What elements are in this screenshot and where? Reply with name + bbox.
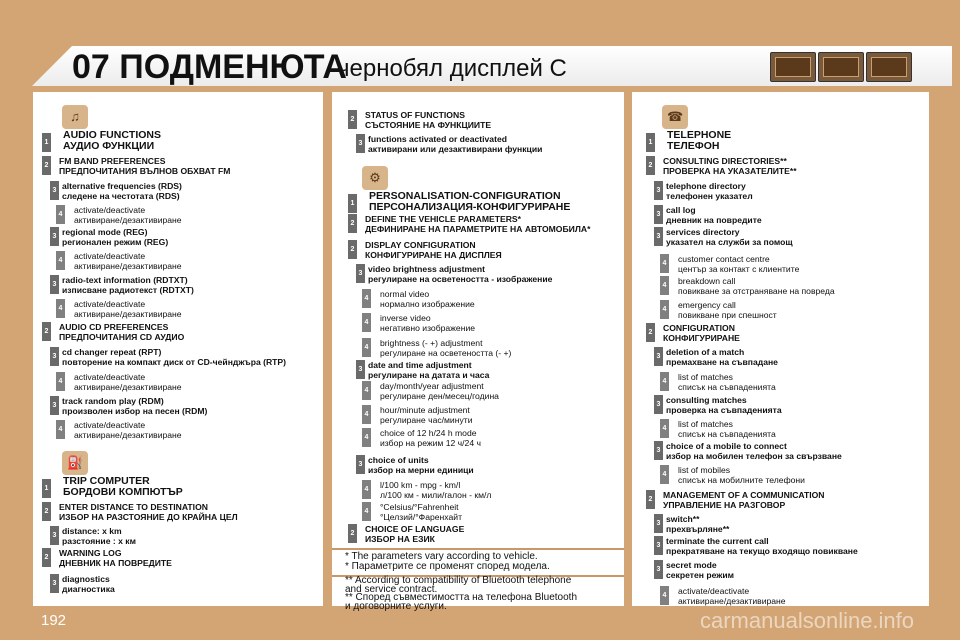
level-marker: 3 [654, 536, 663, 555]
menu-entry-text: activate/deactivate [74, 372, 146, 382]
menu-entry-text: ПЕРСОНАЛИЗАЦИЯ-КОНФИГУРИРАНЕ [369, 201, 571, 213]
level-marker: 3 [654, 347, 663, 366]
menu-entry-text: ДНЕВНИК НА ПОВРЕДИТЕ [59, 558, 172, 568]
menu-entry-text: activate/deactivate [74, 251, 146, 261]
menu-entry-text: следене на честотата (RDS) [62, 191, 180, 201]
menu-entry-text: diagnostics [62, 574, 110, 584]
menu-entry-text: list of matches [678, 419, 733, 429]
footnote-line: * Параметрите се променят според модела. [345, 561, 550, 572]
menu-entry-text: активиране/дезактивиране [74, 430, 182, 440]
menu-entry-text: регулиране час/минути [380, 415, 473, 425]
menu-entry-text: l/100 km - mpg - km/l [380, 480, 461, 490]
level-marker: 4 [362, 405, 371, 424]
menu-entry-text: DEFINE THE VEHICLE PARAMETERS* [365, 214, 521, 224]
menu-entry-text: списък на мобилните телефони [678, 475, 805, 485]
menu-entry-text: проверка на съвпаденията [666, 405, 782, 415]
menu-entry-text: distance: x km [62, 526, 122, 536]
level-marker: 4 [56, 205, 65, 224]
level-marker: 4 [362, 313, 371, 332]
menu-entry-text: day/month/year adjustment [380, 381, 484, 391]
menu-entry-text: call log [666, 205, 696, 215]
menu-entry-text: customer contact centre [678, 254, 770, 264]
menu-entry-text: повикване при спешност [678, 310, 777, 320]
footnote-line: и договорните услуги. [345, 601, 447, 612]
column-personalisation [332, 92, 624, 549]
level-marker: 4 [362, 502, 371, 521]
level-marker: 1 [348, 194, 357, 213]
fuel-pump-icon: ⛽ [62, 451, 88, 475]
menu-entry-text: активиране/дезактивиране [74, 309, 182, 319]
level-marker: 3 [654, 181, 663, 200]
level-marker: 1 [42, 133, 51, 152]
menu-entry-text: активиране/дезактивиране [74, 382, 182, 392]
menu-entry-text: регионален режим (REG) [62, 237, 169, 247]
footnote-line: ** According to compatibility of Bluetooth telephone [345, 575, 572, 586]
menu-entry-text: alternative frequencies (RDS) [62, 181, 182, 191]
menu-entry-text: CONFIGURATION [663, 323, 735, 333]
level-marker: 3 [356, 360, 365, 379]
menu-entry-text: ДЕФИНИРАНЕ НА ПАРАМЕТРИТЕ НА АВТОМОБИЛА* [365, 224, 591, 234]
menu-entry-text: активирани или дезактивирани функции [368, 144, 543, 154]
menu-entry-text: cd changer repeat (RPT) [62, 347, 162, 357]
menu-entry-text: normal video [380, 289, 430, 299]
level-marker: 4 [660, 372, 669, 391]
menu-entry-text: terminate the current call [666, 536, 769, 546]
level-marker: 3 [50, 227, 59, 246]
menu-entry-text: radio-text information (RDTXT) [62, 275, 188, 285]
menu-entry-text: БОРДОВИ КОМПЮТЪР [63, 486, 183, 498]
level-marker: 3 [356, 264, 365, 283]
menu-entry-text: ПРОВЕРКА НА УКАЗАТЕЛИТЕ** [663, 166, 797, 176]
menu-entry-text: MANAGEMENT OF A COMMUNICATION [663, 490, 825, 500]
menu-entry-text: services directory [666, 227, 740, 237]
menu-entry-text: AUDIO CD PREFERENCES [59, 322, 169, 332]
menu-entry-text: functions activated or deactivated [368, 134, 507, 144]
level-marker: 2 [646, 156, 655, 175]
level-marker: 4 [362, 338, 371, 357]
level-marker: 3 [654, 441, 663, 460]
audio-icon: ♫ [62, 105, 88, 129]
menu-entry-text: УПРАВЛЕНИЕ НА РАЗГОВОР [663, 500, 786, 510]
footnote-line: * The parameters vary according to vehicle. [345, 551, 538, 562]
level-marker: 4 [362, 381, 371, 400]
footnote-line: and service contract. [345, 584, 438, 595]
menu-entry-text: секретен режим [666, 570, 734, 580]
menu-entry-text: emergency call [678, 300, 736, 310]
level-marker: 3 [654, 227, 663, 246]
menu-entry-text: regional mode (REG) [62, 227, 148, 237]
level-marker: 4 [660, 300, 669, 319]
page-subtitle: чернобял дисплей С [337, 55, 567, 82]
menu-entry-text: list of matches [678, 372, 733, 382]
menu-entry-text: избор на мерни единици [368, 465, 474, 475]
menu-entry-text: FM BAND PREFERENCES [59, 156, 166, 166]
level-marker: 4 [660, 586, 669, 605]
menu-entry-text: activate/deactivate [74, 420, 146, 430]
menu-entry-text: inverse video [380, 313, 431, 323]
level-marker: 2 [42, 548, 51, 567]
level-marker: 3 [356, 455, 365, 474]
menu-entry-text: регулиране на осветеността (- +) [380, 348, 512, 358]
menu-entry-text: телефонен указател [666, 191, 753, 201]
menu-entry-text: АУДИО ФУНКЦИИ [63, 140, 155, 152]
menu-entry-text: разстояние : x км [62, 536, 136, 546]
level-marker: 3 [50, 181, 59, 200]
menu-entry-text: изписване радиотекст (RDTXT) [62, 285, 194, 295]
level-marker: 2 [42, 502, 51, 521]
menu-entry-text: регулиране ден/месец/година [380, 391, 499, 401]
menu-entry-text: прекратяване на текущо входящо повикване [666, 546, 858, 556]
menu-entry-text: произволен избор на песен (RDM) [62, 406, 208, 416]
menu-entry-text: hour/minute adjustment [380, 405, 470, 415]
menu-entry-text: повторение на компакт диск от CD-чейнджъра (RTP) [62, 357, 287, 367]
menu-entry-text: brightness (- +) adjustment [380, 338, 483, 348]
menu-entry-text: л/100 км - мили/галон - км/л [380, 490, 492, 500]
menu-entry-text: STATUS OF FUNCTIONS [365, 110, 465, 120]
level-marker: 4 [362, 428, 371, 447]
menu-entry-text: ПРЕДПОЧИТАНИЯ CD АУДИО [59, 332, 185, 342]
menu-entry-text: date and time adjustment [368, 360, 472, 370]
telephone-icon: ☎ [662, 105, 688, 129]
menu-entry-text: WARNING LOG [59, 548, 122, 558]
menu-entry-text: негативно изображение [380, 323, 476, 333]
menu-entry-text: telephone directory [666, 181, 746, 191]
level-marker: 3 [654, 560, 663, 579]
menu-entry-text: secret mode [666, 560, 717, 570]
level-marker: 3 [50, 396, 59, 415]
menu-entry-text: ТЕЛЕФОН [667, 140, 720, 152]
menu-entry-text: център за контакт с клиентите [678, 264, 800, 274]
menu-entry-text: указател на служби за помощ [666, 237, 793, 247]
menu-entry-text: activate/deactivate [74, 205, 146, 215]
menu-entry-text: нормално изображение [380, 299, 475, 309]
level-marker: 4 [660, 254, 669, 273]
menu-entry-text: ИЗБОР НА РАЗСТОЯНИЕ ДО КРАЙНА ЦЕЛ [59, 512, 238, 522]
menu-entry-text: choice of a mobile to connect [666, 441, 787, 451]
menu-entry-text: TELEPHONE [667, 129, 732, 141]
menu-entry-text: избор на режим 12 ч/24 ч [380, 438, 481, 448]
level-marker: 2 [646, 323, 655, 342]
settings-icon: ⚙ [362, 166, 388, 190]
menu-entry-text: CHOICE OF LANGUAGE [365, 524, 465, 534]
menu-entry-text: СЪСТОЯНИЕ НА ФУНКЦИИТЕ [365, 120, 492, 130]
menu-entry-text: deletion of a match [666, 347, 745, 357]
level-marker: 3 [50, 526, 59, 545]
display-icon [866, 52, 912, 82]
level-marker: 4 [362, 289, 371, 308]
menu-entry-text: КОНФИГУРИРАНЕ [663, 333, 740, 343]
level-marker: 3 [50, 574, 59, 593]
level-marker: 4 [660, 276, 669, 295]
menu-entry-text: ПРЕДПОЧИТАНИЯ ВЪЛНОВ ОБХВАТ FM [59, 166, 231, 176]
footnote-line: ** Според съвместимостта на телефона Bluetooth [345, 592, 578, 603]
menu-entry-text: ENTER DISTANCE TO DESTINATION [59, 502, 208, 512]
level-marker: 2 [348, 240, 357, 259]
level-marker: 2 [348, 214, 357, 233]
level-marker: 1 [42, 479, 51, 498]
level-marker: 3 [654, 514, 663, 533]
menu-entry-text: PERSONALISATION-CONFIGURATION [369, 190, 561, 202]
menu-entry-text: регулиране на датата и часа [368, 370, 490, 380]
menu-entry-text: активиране/дезактивиране [678, 596, 786, 606]
menu-entry-text: прехвърляне** [666, 524, 730, 534]
display-icon [770, 52, 816, 82]
level-marker: 3 [654, 205, 663, 224]
menu-entry-text: video brightness adjustment [368, 264, 485, 274]
menu-entry-text: премахване на съвпадане [666, 357, 778, 367]
menu-entry-text: AUDIO FUNCTIONS [63, 129, 161, 141]
menu-entry-text: CONSULTING DIRECTORIES** [663, 156, 787, 166]
menu-entry-text: избор на мобилен телефон за свързване [666, 451, 842, 461]
menu-entry-text: DISPLAY CONFIGURATION [365, 240, 476, 250]
menu-entry-text: track random play (RDM) [62, 396, 164, 406]
menu-entry-text: breakdown call [678, 276, 736, 286]
level-marker: 2 [348, 110, 357, 129]
level-marker: 2 [42, 156, 51, 175]
level-marker: 3 [50, 347, 59, 366]
level-marker: 2 [646, 490, 655, 509]
level-marker: 3 [654, 395, 663, 414]
level-marker: 4 [660, 465, 669, 484]
level-marker: 2 [42, 322, 51, 341]
watermark: carmanualsonline.info [700, 608, 915, 633]
level-marker: 3 [356, 134, 365, 153]
level-marker: 2 [348, 524, 357, 543]
level-marker: 4 [56, 372, 65, 391]
menu-entry-text: list of mobiles [678, 465, 731, 475]
menu-entry-text: диагностика [62, 584, 115, 594]
level-marker: 1 [646, 133, 655, 152]
level-marker: 4 [56, 251, 65, 270]
level-marker: 4 [56, 299, 65, 318]
menu-entry-text: ИЗБОР НА ЕЗИК [365, 534, 435, 544]
menu-entry-text: switch** [666, 514, 700, 524]
page-number: 192 [41, 612, 67, 629]
menu-entry-text: списък на съвпаденията [678, 382, 776, 392]
menu-entry-text: choice of 12 h/24 h mode [380, 428, 477, 438]
menu-entry-text: consulting matches [666, 395, 747, 405]
menu-entry-text: КОНФИГУРИРАНЕ НА ДИСПЛЕЯ [365, 250, 502, 260]
menu-entry-text: °Celsius/°Fahrenheit [380, 502, 459, 512]
menu-entry-text: °Целзий/°Фаренхайт [380, 512, 463, 522]
menu-entry-text: activate/deactivate [74, 299, 146, 309]
menu-entry-text: повикване за отстраняване на повреда [678, 286, 835, 296]
level-marker: 3 [50, 275, 59, 294]
menu-entry-text: списък на съвпаденията [678, 429, 776, 439]
menu-entry-text: TRIP COMPUTER [63, 475, 150, 487]
level-marker: 4 [362, 480, 371, 499]
menu-entry-text: активиране/дезактивиране [74, 261, 182, 271]
display-icon [818, 52, 864, 82]
menu-entry-text: choice of units [368, 455, 429, 465]
menu-entry-text: регулиране на осветеността - изображение [368, 274, 553, 284]
level-marker: 4 [660, 419, 669, 438]
menu-entry-text: дневник на повредите [666, 215, 762, 225]
level-marker: 4 [56, 420, 65, 439]
menu-entry-text: активиране/дезактивиране [74, 215, 182, 225]
menu-entry-text: activate/deactivate [678, 586, 750, 596]
page-title: 07 ПОДМЕНЮТА [72, 48, 347, 86]
